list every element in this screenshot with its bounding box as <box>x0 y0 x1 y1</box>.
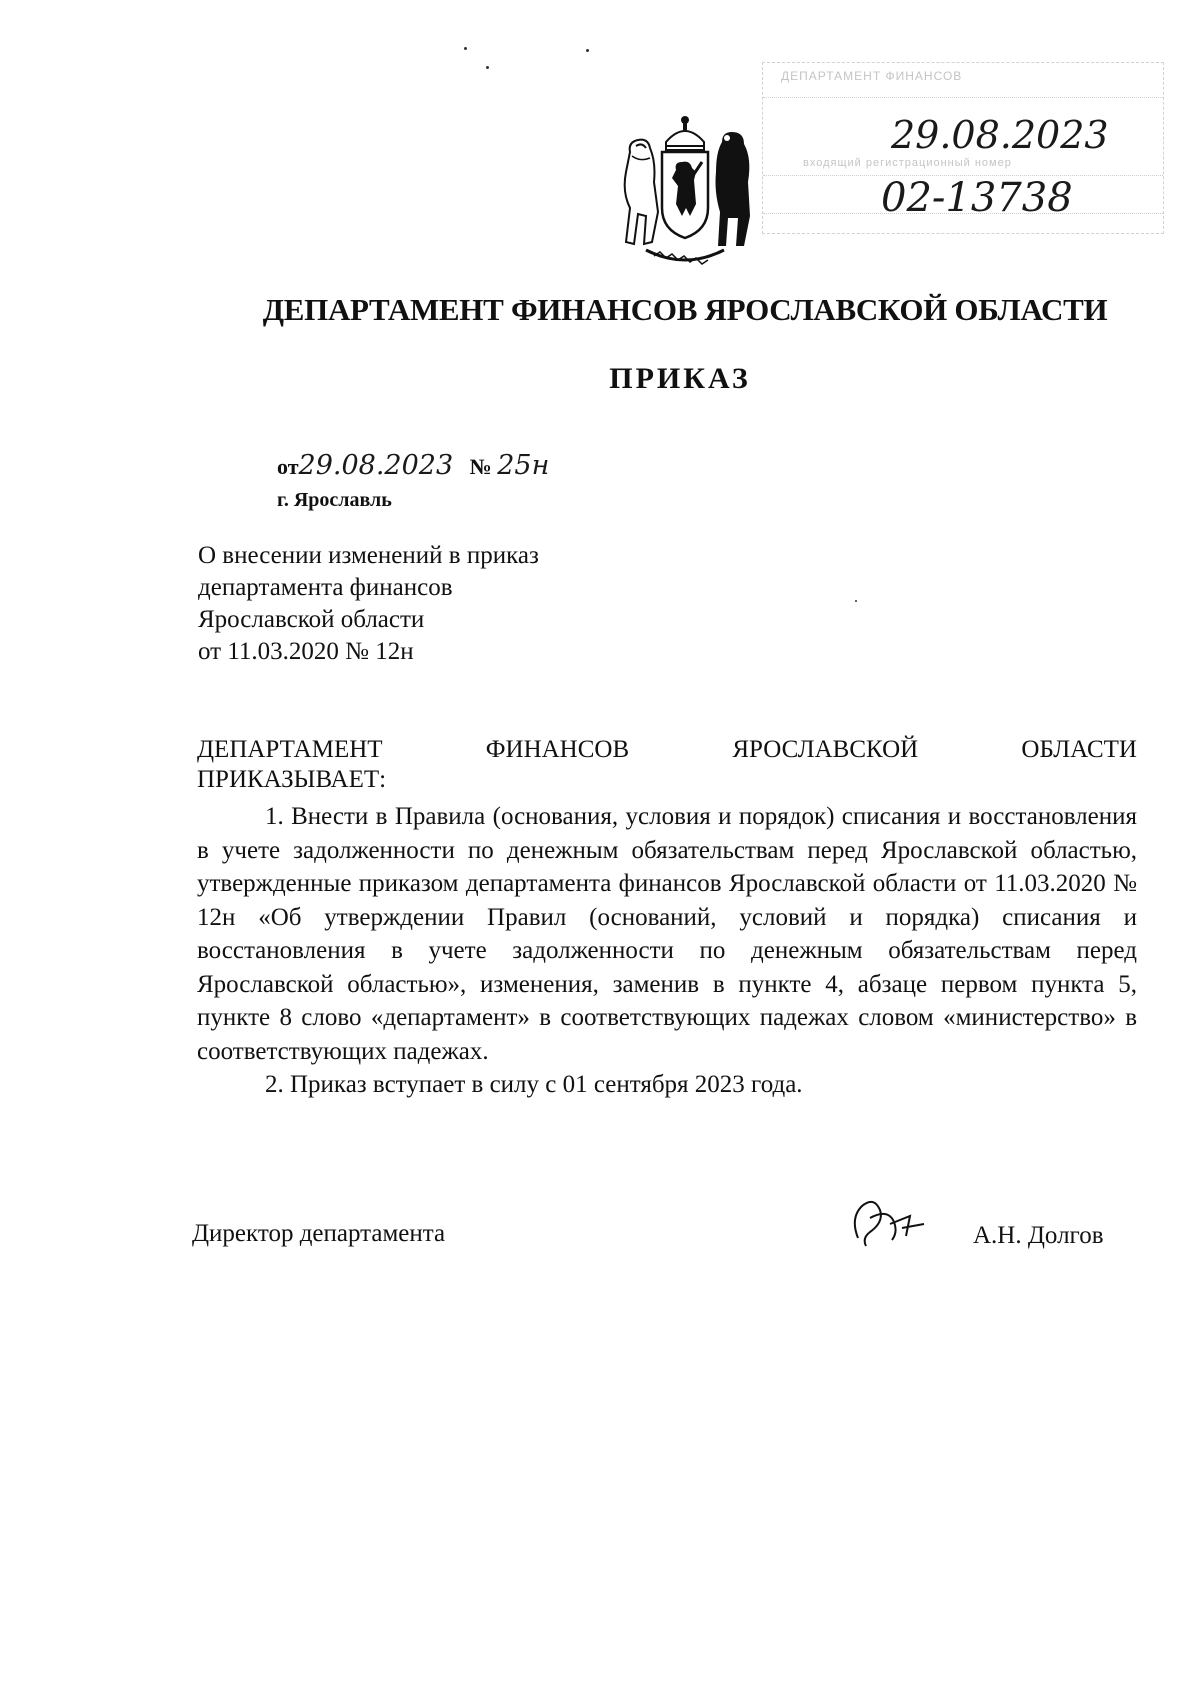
stamp-number: 02-13738 <box>881 175 1073 221</box>
order-paragraph: 1. Внести в Правила (основания, условия и порядок) списания и восстановления в учете задолженности по денежным обязательствам перед Ярославской областью, утвержденные приказом департамента финансов Ярославской области от 11.03.2020 № 12н «Об утверждении Правил (оснований, условий и порядка) списания и восстановления в учете задолженности по денежным обязательствам перед Ярославской областью», изменения, заменив в пункте 4, абзаце первом пункта 5, пункте 8 слово «департамент» в соответствующих падежах словом «министерство» в соответствующих падежах. <box>197 803 1137 1065</box>
stamp-rule <box>763 97 1163 98</box>
scan-speck <box>486 66 489 69</box>
order-number-handwritten: 25н <box>497 450 550 481</box>
order-body <box>197 800 1137 1102</box>
signatory-name: А.Н. Долгов <box>973 1222 1104 1249</box>
scan-speck <box>586 49 589 52</box>
number-label: № <box>469 454 492 479</box>
stamp-faint-sub: входящий регистрационный номер <box>803 157 1012 169</box>
decree-heading <box>197 735 1137 795</box>
subject-line: департамента финансов <box>198 574 453 601</box>
city-line: г. Ярославль <box>277 489 392 511</box>
subject-block <box>198 540 718 668</box>
handwritten-signature <box>840 1188 940 1258</box>
stamp-date: 29.08.2023 <box>891 113 1109 157</box>
order-date-number-line <box>277 450 549 481</box>
subject-line: Ярославской области <box>198 606 425 633</box>
signatory-role: Директор департамента <box>192 1220 446 1247</box>
order-paragraph: 2. Приказ вступает в силу с 01 сентября 2023 года. <box>265 1071 803 1098</box>
from-label: от <box>277 454 299 479</box>
stamp-faint-header: ДЕПАРТАМЕНТ ФИНАНСОВ <box>781 69 963 83</box>
subject-line: от 11.03.2020 № 12н <box>198 638 414 665</box>
decree-word: ФИНАНСОВ <box>485 736 630 763</box>
subject-line: О внесении изменений в приказ <box>198 542 539 569</box>
scan-speck <box>855 600 857 602</box>
scan-speck <box>464 47 467 50</box>
decree-word: ЯРОСЛАВСКОЙ <box>732 736 919 763</box>
order-date-handwritten: 29.08.2023 <box>298 450 454 481</box>
decree-verb: ПРИКАЗЫВАЕТ: <box>197 766 387 793</box>
coat-of-arms-emblem <box>610 112 760 272</box>
decree-word: ДЕПАРТАМЕНТ <box>197 736 383 763</box>
decree-word: ОБЛАСТИ <box>1021 736 1137 763</box>
document-type-title: ПРИКАЗ <box>609 362 751 395</box>
department-title: ДЕПАРТАМЕНТ ФИНАНСОВ ЯРОСЛАВСКОЙ ОБЛАСТИ <box>262 292 1108 327</box>
registration-stamp <box>762 62 1164 234</box>
